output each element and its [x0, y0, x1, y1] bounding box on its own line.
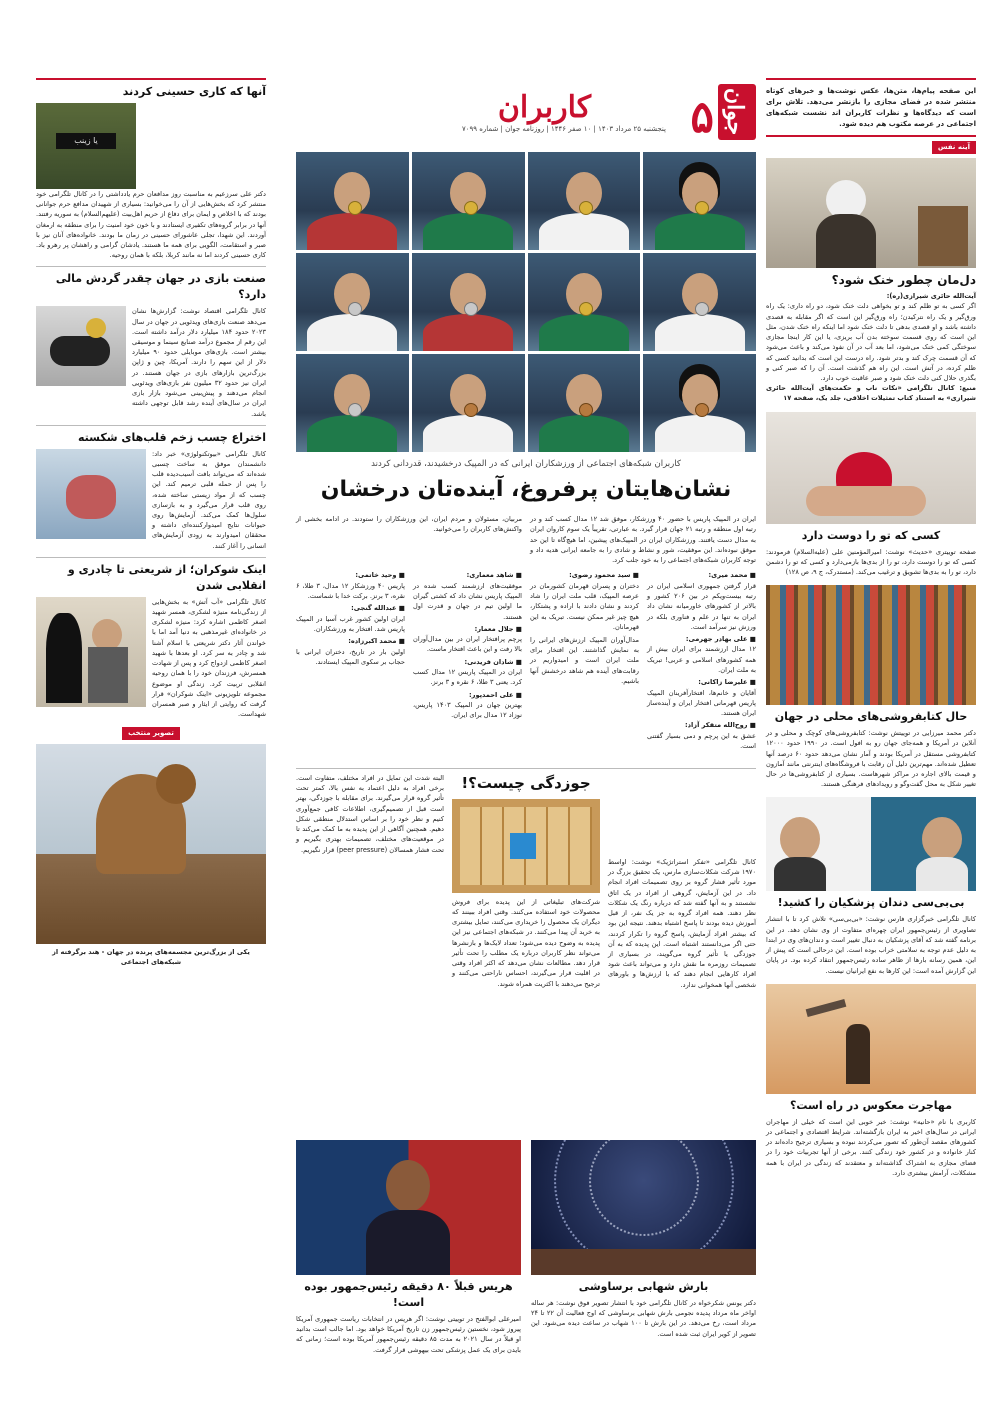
comment-text: اولین بار در تاریخ، دختران ایرانی با حجاب بر سکوی المپیک ایستادند.: [296, 647, 405, 667]
comment-text: قرار گرفتن جمهوری اسلامی ایران در رتبه بیست‌ویکم در بین ۲۰۶ کشور و بالاتر از کشورهای خاورمیانه نشان داد ایران به تنها در علم و فناوری بلکه در ورزش نیز سرآمد است.: [647, 581, 756, 631]
athlete-photo: [412, 253, 525, 351]
right-column: [766, 78, 976, 1178]
stars-title: بارش شهابی برساوشی: [578, 1280, 709, 1293]
hero-comment-col-4: [296, 571, 405, 754]
athlete-photo: [296, 253, 409, 351]
commenter-name: ■ محمد اکبرزاده:: [348, 637, 405, 646]
athlete-photo: [296, 354, 409, 452]
athlete-photo: [528, 354, 641, 452]
ink-title: اینک شوکران؛ از شریعتی تا چادری و انقلابی شدن: [67, 562, 266, 592]
mirror-author: آیت‌الله حائری شیرازی(ره):: [886, 291, 976, 300]
commenter-name: ■ سید محمود رضوی:: [569, 571, 639, 580]
mirror-title: دل‌مان چطور خنک شود؟: [831, 272, 976, 287]
comment-text: مدال‌آوران المپیک ارزش‌های ایرانی را به نمایش گذاشتند. این افتخار برای ملت ایران است و امیدواریم در رقابت‌های آینده هم شاهد درخشش آنها باشیم.: [530, 635, 639, 685]
jozdegi-title: جوزدگی چیست؟!: [461, 774, 591, 792]
star-trail-photo: [531, 1140, 756, 1275]
bookstore-title: حال کتابفروشی‌های محلی در جهان: [774, 710, 968, 724]
migration-title: مهاجرت معکوس در راه است؟: [789, 1098, 953, 1112]
family-photo: [36, 597, 146, 707]
games-title: صنعت بازی در جهان چقدر گردش مالی دارد؟: [55, 272, 266, 302]
jozdegi-article: [296, 768, 756, 990]
featured-photo-caption: یکی از بزرگ‌ترین مجسمه‌های پرنده در جهان - هند برگرفته از شبکه‌های اجتماعی: [52, 947, 250, 966]
hero-comments: [296, 571, 756, 754]
left-column: [36, 78, 266, 967]
harris-title: هریس قبلاً ۸۰ دقیقه رئیس‌جمهور بوده است!: [304, 1280, 513, 1309]
bbc-body: کانال تلگرامی خبرگزاری فارس نوشت: «بی‌بی‌سی» تلاش کرد تا با انتشار تصاویری از رئیس‌جمهور ایران چهره‌ای متفاوت از وی نشان دهد. در این برنامه گفته شد که آقای پزشکیان به دنبال تغییر است و دندان‌های وی در ابتدا به دلیل عدم توجه به سلامتی خراب بوده است. این درحالی است که پیش از این، همین رسانه بارها از ظاهر ساده رئیس‌جمهور انتقاد کرده بود. در پایان این گزارش آمده است: این کارها به نفع ایرانیان نیست.: [766, 915, 976, 975]
athlete-photo: [296, 152, 409, 250]
athlete-photo: [643, 253, 756, 351]
bbc-title: بی‌بی‌سی دندان پزشکیان را کشید!: [777, 896, 965, 910]
hero-title: نشان‌هایتان پرفروغ، آینده‌تان درخشان: [320, 477, 732, 503]
masthead: [296, 78, 756, 148]
featured-photo-kicker: تصویر منتخب: [122, 727, 180, 739]
bookstore-photo: [766, 585, 976, 705]
comment-text: بهترین جهان در المپیک ۱۴۰۳ پاریس، نوزاد ۱۲ مدال برای ایران.: [413, 701, 522, 720]
emoji-blocks-photo: [452, 799, 600, 893]
hearts-title: اختراع چسب زخم قلب‌های شکسته: [77, 430, 266, 444]
commenter-name: ■ شاهد معماری:: [466, 571, 522, 580]
hero-comment-col-3: [413, 571, 522, 754]
games-body: کانال تلگرامی اقتصاد نوشت: گزارش‌ها نشان می‌دهد صنعت بازی‌های ویدئویی در جهان در سال ۲۰۲۳ حدود ۱۸۴ میلیارد دلار درآمد داشته است. این رقم از مجموع درآمد صنایع سینما و موسیقی بیشتر است. بازی‌های موبایلی حدود ۹۰ میلیارد دلار از این سهم را دارند. آمریکا، چین و ژاپن بزرگ‌ترین بازارهای بازی در جهان هستند. در ایران نیز حدود ۳۲ میلیون نفر بازی‌های ویدئویی انجام می‌دهند و پیش‌بینی می‌شود بازار بازی ایران در سال‌های آینده رشد قابل توجهی داشته باشد.: [132, 307, 266, 418]
comment-text: ایران اولین کشور غرب آسیا در المپیک پاریس شد. افتخار به ورزشکاران.: [296, 614, 405, 634]
games-rule: [36, 266, 266, 267]
commenter-name: ■ علی بهادر جهرمی:: [685, 634, 756, 643]
page-number: ۵: [690, 92, 714, 143]
heart-title: کسی که تو را دوست دارد: [801, 528, 941, 542]
left-top-rule: [36, 78, 266, 80]
comment-text: پاریس ۴۰ ورزشکار ۱۲ مدال، ۳ طلا، ۶ نقره، ۳ برنز. برکت خدا با شماست.: [296, 581, 406, 601]
heart-patch-photo: [36, 449, 146, 539]
jozdegi-col-1: کانال تلگرامی «تفکر استراتژیک» نوشت: اواسط ۱۹۷۰ شرکت شکلات‌سازی مارس، یک تحقیق بزرگ در مورد تأثیر فشار گروه بر روی تصمیمات افراد انجام داد. در این آزمایش، گروهی از افراد در یک اتاق نشستند و به آنها گفته شد که درباره رنگ یک شکلات نظر دهند. همه افراد گروه به جز یک نفر، از قبل آموزش دیده بودند تا پاسخ اشتباه بدهند. نتیجه این بود که بیشتر افراد آزمایش، پاسخ گروه را تکرار کردند، حتی اگر می‌دانستند اشتباه است. این پدیده که به آن جوزدگی یا تأثیر گروه می‌گویند، در بسیاری از تصمیمات روزمره ما نقش دارد و می‌تواند باعث شود افراد کارهایی انجام دهند که با ارزش‌ها و باورهای شخصی آنها همخوانی ندارد.: [608, 858, 756, 989]
dateline: پنجشنبه ۲۵ مرداد ۱۴۰۳ | ۱۰ صفر ۱۴۴۶ | روزنامه جوان | شماره ۷۰۹۹: [461, 125, 666, 133]
ink-body: کانال تلگرامی «آب آتش» به بخش‌هایی از زندگی‌نامه منیژه لشکری، همسر شهید اصغر کاظمی اشاره کرد: منیژه لشکری در خانواده‌ای غیرمذهبی به دنیا آمد اما با خواندن آثار دکتر شریعتی با اسلام آشنا شد و چادر به سر کرد. او بعدها با شهید اصغر کاظمی ازدواج کرد و پس از شهادت همسرش، فرزندان خود را با همان روحیه انقلابی تربیت کرد. زندگی او موضوع مجموعه تلویزیونی «اینک شوکران» قرار گرفت که روایتی از ایثار و صبر همسران شهداست.: [152, 597, 266, 719]
commenter-name: ■ عبدالله گنجی:: [351, 604, 405, 613]
husseini-title: آنها که کاری حسینی کردند: [122, 85, 266, 98]
heart-photo: [766, 412, 976, 524]
hero-article: [296, 458, 756, 754]
athlete-photo: [643, 152, 756, 250]
hero-lead: ایران در المپیک پاریس با حضور ۴۰ ورزشکار، موفق شد ۱۲ مدال کسب کند و در رتبه اول منطقه و رتبه ۲۱ جهان قرار گیرد. به عبارتی، تقریباً یک سوم کاروان ایران به مدال دست یافتند. ورزشکاران ایران در المپیک‌های پیشین، اما هیچ‌گاه تا این حد موفق نبوده‌اند. این موفقیت، شور و نشاط و شادی را به جامعه ایرانی هدیه داد و توجه کاربران شبکه‌های اجتماعی را به خود جلب کرد.: [530, 515, 756, 565]
bbc-photo: [766, 797, 976, 891]
comment-text: دختران و پسران قهرمان کشورمان در عرصه المپیک، قلب ملت ایران را شاد کردند و نشان دادند با اراده و پشتکار، هیچ چیز غیر ممکن نیست. تبریک به این قهرمانان.: [530, 581, 639, 631]
logo-badge: [718, 84, 756, 140]
husseini-body: دکتر علی سرزعیم به مناسبت روز مدافعان حرم یادداشتی را در کانال تلگرامی خود منتشر کرد که بخش‌هایی از آن را می‌خوانید: بسیاری از شهیدان مدافع حرم جوانانی بودند که با اخلاص و ایمان برای دفاع از حریم اهل‌بیت (علیهم‌السلام) به سوریه رفتند. آنها در برابر گروه‌های تکفیری ایستادند و با خون خود امنیت را برای منطقه به ارمغان آوردند. این شهدا، تجلی عاشورای حسینی در زمان ما بودند. خانواده‌های آنان نیز با صبر و استقامت، الگویی برای همه ما هستند. یادشان گرامی و راهشان پر رهرو باد. کاری حسینی کردند اما نه مانند کربلا، بلکه با همان روحیه.: [36, 189, 266, 260]
logo: [676, 84, 756, 143]
migration-body: کاربری با نام «حانیه» نوشت: خبر خوبی این است که خیلی از مهاجران ایرانی در سال‌های اخیر به ایران بازگشته‌اند. شرایط اقتصادی و اجتماعی در کشورهای مقصد آن‌طور که تصور می‌کردند نبوده و بسیاری ترجیح داده‌اند در کنار خانواده و در کشور خود زندگی کنند. برخی از آنها تجربیات خود را در فضای مجازی به اشتراک گذاشته‌اند و معتقدند که زندگی در ایران با همه مشکلات، آرامش بیشتری دارد.: [766, 1117, 976, 1177]
intro-text: این صفحه پیام‌ها، متن‌ها، عکس‌ نوشت‌ها و خبرهای کوتاه منتشر شده در فضای مجازی را بازنشر می‌دهد. تلاش برای است که دیدگاه‌ها و نظرات کاربران اند نشست شبکه‌های اجتماعی در عرصه مکتوب هم دیده شود.: [766, 87, 976, 128]
section-title: کاربران: [497, 90, 591, 125]
hearts-rule: [36, 425, 266, 426]
mirror-source: منبع: کانال تلگرامی «نکات ناب و حکمت‌های آیت‌الله حائری شیرازی» به استناد کتاب تمثیلات اخلاقی، جلد یک، صفحه ۱۷: [766, 384, 976, 403]
bookstore-body: دکتر محمد میرزایی در توییتش نوشت: کتابفروشی‌های کوچک و محلی و در آنلاین در آمریکا و همه‌جای جهان رو به افول است. در ۱۹۹۰ حدود ۱۲۰۰۰ کتابفروشی مستقل در آمریکا بودند و آمار نشان می‌دهد حدود ۶۰ درصد آنها تعطیل شده‌اند. مهم‌ترین دلیل آن رقابت با فروشگاه‌های اینترنتی مانند آمازون و قیمت بالای اجاره در مراکز شهرهاست. بسیاری از کتابفروشی‌ها در حال تغییر شکل به محل گفت‌وگو و رویدادهای فرهنگی هستند.: [766, 729, 977, 789]
ink-rule: [36, 557, 266, 558]
commenter-name: ■ روح‌الله متفکر آزاد:: [685, 721, 756, 730]
soldier-photo: [36, 103, 136, 189]
hero-comment-col-1: [647, 571, 756, 754]
commenter-name: ■ محمد میری:: [708, 571, 756, 580]
commenter-name: ■ وحید خاتمی:: [355, 571, 405, 580]
athlete-photo: [528, 152, 641, 250]
comment-text: موفقیت‌های ارزشمند کسب شده در المپیک پاریس نشان داد که کشتی‌ گیران ما اولین تیم در جهان و قدرت اول هستند.: [413, 581, 522, 621]
harris-body: امیرعلی ابوالفتح در توییتی نوشت: اگر هریس در انتخابات ریاست جمهوری آمریکا پیروز شود، نخستین رئیس‌جمهور زن تاریخ آمریکا خواهد بود. اما جالب است بدانید او قبلاً در سال ۲۰۲۱ به مدت ۸۵ دقیقه رئیس‌جمهور آمریکا بوده است؛ زمانی که بایدن برای یک عمل پزشکی تحت بیهوشی قرار گرفت.: [296, 1314, 522, 1354]
athlete-photo-grid: [296, 152, 756, 452]
comment-text: ایران در المپیک پاریس ۱۲ مدال کسب کرد. یعنی ۳ طلا، ۶ نقره و ۳ برنز.: [413, 668, 522, 687]
husseini-body-start: [142, 103, 266, 189]
comment-text: آقایان و خانم‌ها، افتخارآفرینان المپیک پاریس قهرمانی افتخار ایران و آینده‌ساز ایران هستند.: [647, 688, 756, 718]
hero-lead-2: مربیان، مسئولان و مردم ایران، این ورزشکاران را ستودند. در ادامه بخشی از واکنش‌های کاربران را می‌خوانید.: [296, 515, 522, 534]
mirror-rule: [766, 135, 976, 137]
mirror-body: اگر کسی به تو ظلم کند و تو بخواهی دلت خنک شود، دو راه داری: یک راه ورق‌گیر و یک راه نترکیدن؛ راه ورق‌گیر این است که اگر مقابله به قصدی داشته باشد و او قصدی بدهی تا دلت خنک شود اما اینکه راه خنک شدن، مثل این است که روی قسمت سوخته بدن آب بریزی، یا این کار اینجا مجازی سوختگی کمی خنک می‌شود، اما بعد آب در آن نفوذ می‌کند و باعث می‌شود که آن قسمت چرک کند و بدتر شود. راه درست این است که بدانید کسی که ظلم کرده، در آتش است. این راه هم گذشت است. آن را که صبر کنی و بگذری حلال کنی دلت خنک شود و صبر عاقبت خوب دارد.: [766, 302, 976, 382]
headband-text: یا زینب: [56, 133, 116, 149]
jozdegi-col-3: البته شدت این تمایل در افراد مختلف، متفاوت است. برخی افراد به دلیل اعتماد به نفس بالا، کمتر تحت تأثیر گروه قرار می‌گیرند. برای مقابله با جوزدگی، بهتر است قبل از تصمیم‌گیری، اطلاعات کافی جمع‌آوری کنیم و نظر خود را بر اساس استدلال منطقی شکل دهیم. همچنین آگاهی از این پدیده به ما کمک می‌کند تا در موقعیت‌های مختلف، تصمیمات بهتری بگیریم و تحت فشار همسالان (peer pressure) قرار نگیریم.: [296, 774, 444, 854]
bird-sculpture-photo: [36, 744, 266, 944]
comment-text: پرچم پرافتخار ایران در بین مدال‌آوران بالا رفت و این باعث افتخار ماست.: [413, 635, 522, 654]
bottom-stories: [296, 1140, 756, 1355]
hearts-body: کانال تلگرامی «بیوتکنولوژی» خبر داد: دانشمندان موفق به ساخت چسبی شده‌اند که می‌تواند بافت آسیب‌دیده قلب را پس از حمله قلبی ترمیم کند. این چسب که از مواد زیستی ساخته شده، روی قلب قرار می‌گیرد و به بازسازی سلول‌ها کمک می‌کند. آزمایش‌ها روی حیوانات نتایج امیدوارکننده‌ای داشته و محققان امیدوارند به زودی آزمایش‌های انسانی را آغاز کنند.: [152, 449, 266, 550]
stars-body: دکتر یونس شکرخواه در کانال تلگرامی خود با انتشار تصویر فوق نوشت: هر ساله اواخر ماه مرداد پدیده نجومی بارش شهابی برساوشی که اوج فعالیت آن ۲۲ تا ۲۴ مرداد است، رخ می‌دهد. در این بارش تا ۱۰۰ شهاب در ساعت دیده می‌شود. این تصویر از کویر ایران ثبت شده است.: [531, 1298, 756, 1338]
gamepad-coins-photo: [36, 306, 126, 386]
comment-text: ۱۲ مدال ارزشمند برای ایران بیش از همه کشورهای اسلامی و عربی! تبریک به ملت ایران.: [647, 645, 756, 674]
comment-text: عشق به این پرچم و دمی بسیار گفتنی است.: [647, 731, 756, 751]
commenter-name: ■ علیرضا زاکانی:: [698, 678, 756, 687]
hero-subtitle: کاربران شبکه‌های اجتماعی از ورزشکاران ایرانی که در المپیک درخشیدند، قدردانی کردند: [371, 459, 681, 469]
cleric-photo: [766, 158, 976, 268]
hero-comment-col-2: [530, 571, 639, 754]
athlete-photo: [643, 354, 756, 452]
commenter-name: ■ شادان فریدنی:: [464, 657, 522, 666]
harris-photo: [296, 1140, 521, 1275]
athlete-photo: [412, 354, 525, 452]
mirror-kicker: آینه نفس: [932, 141, 976, 153]
commenter-name: ■ علی احمدپور:: [469, 690, 522, 699]
jozdegi-rule: [296, 768, 756, 769]
athlete-photo: [528, 253, 641, 351]
commenter-name: ■ جلال معمار:: [474, 624, 522, 633]
heart-body: صفحه توییتری «حدیث» نوشت: امیرالمؤمنین علی (علیه‌السلام) فرمودند: کسی که تو را دوست دارد، تو را از بدی‌ها بازمی‌دارد و کسی که تو را دشمن دارد، تو را به بدی‌ها تشویق و ترغیب می‌کند. (مستدرک، ج ۹، ص ۱۲۸): [766, 547, 976, 577]
airport-photo: [766, 984, 976, 1094]
logo-text: جوان: [722, 88, 748, 136]
jozdegi-col-2: شرکت‌های تبلیغاتی از این پدیده برای فروش محصولات خود استفاده می‌کنند. وقتی افراد ببینند که دیگران یک محصول را خریداری می‌کنند، تمایل بیشتری به خرید آن پیدا می‌کنند. در شبکه‌های اجتماعی نیز این پدیده به وضوح دیده می‌شود؛ تعداد لایک‌ها و بازنشرها می‌تواند نظر کاربران درباره یک مطلب را تحت تأثیر قرار دهد. مطالعات نشان می‌دهد که اکثر افراد وقتی در اقلیت قرار می‌گیرند، احساس ناراحتی می‌کنند و ترجیح می‌دهند با اکثریت همراه شوند.: [452, 897, 600, 988]
athlete-photo: [412, 152, 525, 250]
